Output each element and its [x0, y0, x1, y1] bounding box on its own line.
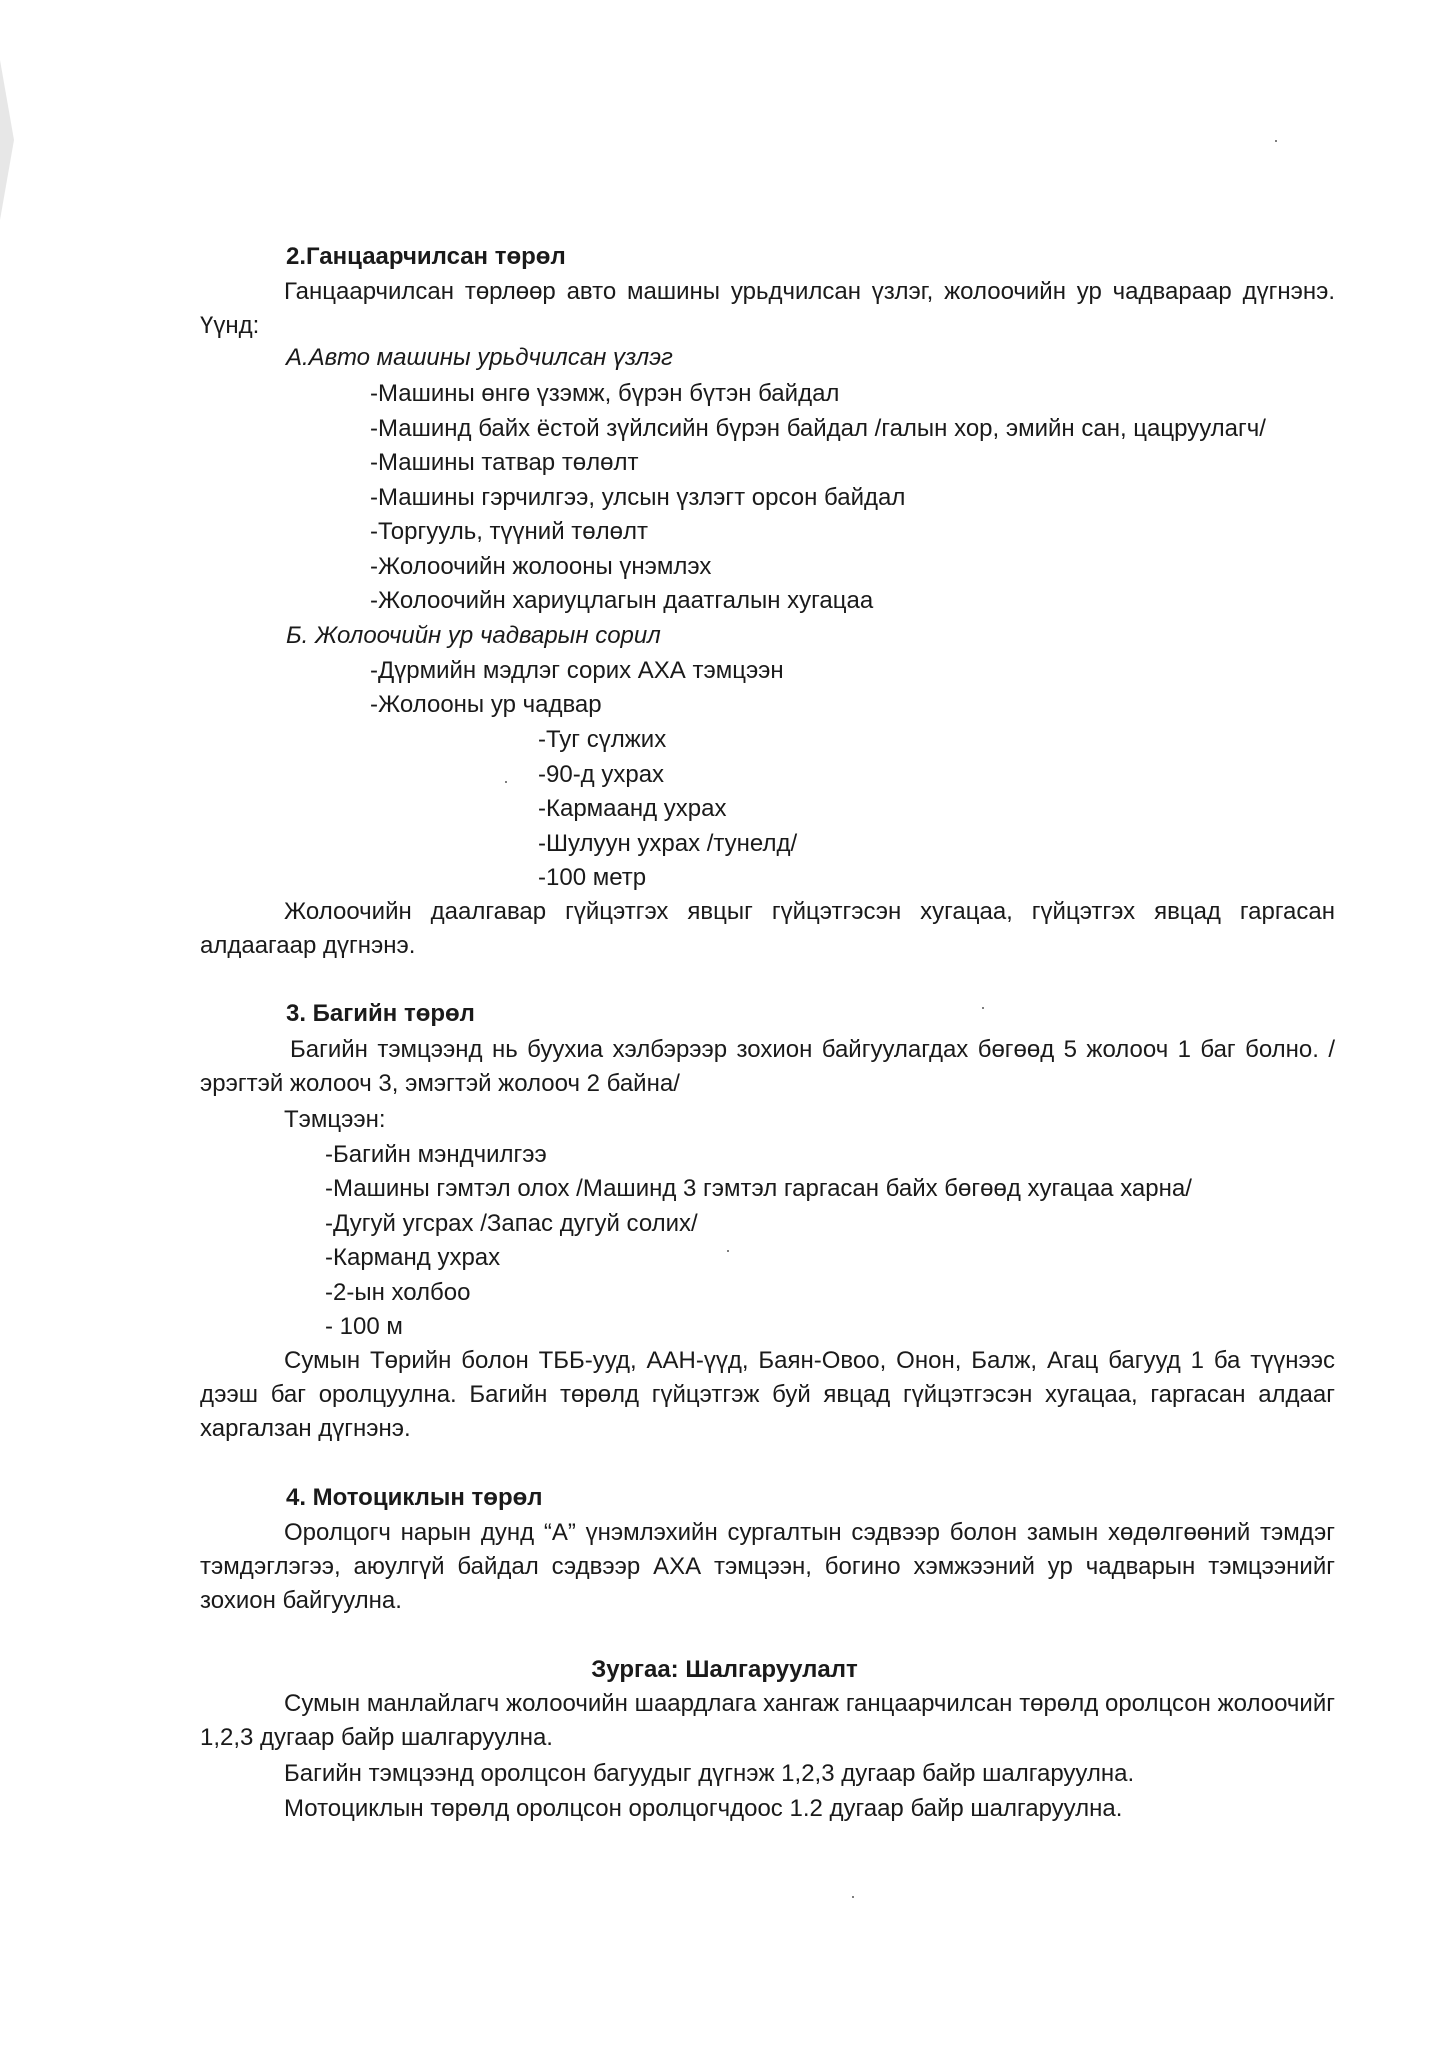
list-item: -Дүрмийн мэдлэг сорих АХА тэмцээн	[370, 657, 784, 684]
list-item: -Жолооны ур чадвар	[370, 691, 602, 718]
section3-intro: Багийн тэмцээнд нь буухиа хэлбэрээр зохион байгуулагдах бөгөөд 5 жолооч 1 баг болно. /эрэгтэй жолооч 3, эмэгтэй жолооч 2 байна/	[200, 1036, 1335, 1097]
sub-list-item: -100 метр	[538, 864, 647, 891]
selection-para1: Сумын манлайлагч жолоочийн шаардлага хангаж ганцаарчилсан төрөлд оролцсон жолоочийг 1,2,3 дугаар байр шалгаруулна.	[200, 1690, 1335, 1751]
selection-heading: Зургаа: Шалгаруулалт	[591, 1656, 858, 1683]
scan-edge-shadow	[0, 60, 14, 220]
section3-label: Тэмцээн:	[284, 1106, 386, 1133]
list-item: -Машинд байх ёстой зүйлсийн бүрэн байдал /галын хор, эмийн сан, цацруулагч/	[370, 415, 1266, 442]
list-item: -Багийн мэндчилгээ	[325, 1141, 547, 1168]
section3-heading: 3. Багийн төрөл	[286, 1000, 475, 1027]
section2-conclusion: Жолоочийн даалгавар гүйцэтгэх явцыг гүйцэтгэсэн хугацаа, гүйцэтгэх явцад гаргасан алдаагаар дүгнэнэ.	[200, 898, 1335, 959]
sub-list-item: -Кармаанд ухрах	[538, 795, 727, 822]
scan-speck	[852, 1896, 854, 1898]
section4-heading: 4. Мотоциклын төрөл	[286, 1484, 543, 1511]
scan-speck	[505, 781, 507, 783]
list-item: -Карманд ухрах	[325, 1244, 501, 1271]
list-item: -Жолоочийн жолооны үнэмлэх	[370, 553, 712, 580]
scan-speck	[727, 1250, 729, 1252]
sub-list-item: -Шулуун ухрах /тунелд/	[538, 830, 798, 857]
list-item: -Дугуй угсрах /Запас дугуй солих/	[325, 1210, 698, 1237]
section2-heading: 2.Ганцаарчилсан төрөл	[286, 243, 566, 270]
selection-para2: Багийн тэмцээнд оролцсон багуудыг дүгнэж 1,2,3 дугаар байр шалгаруулна.	[284, 1760, 1135, 1787]
scan-speck	[1275, 140, 1277, 142]
list-item: -Машины гэрчилгээ, улсын үзлэгт орсон байдал	[370, 484, 906, 511]
list-item: -Машины өнгө үзэмж, бүрэн бүтэн байдал	[370, 380, 840, 407]
section2-subB-title: Б. Жолоочийн ур чадварын сорил	[286, 622, 661, 649]
selection-para3: Мотоциклын төрөлд оролцсон оролцогчдоос 1.2 дугаар байр шалгаруулна.	[284, 1795, 1123, 1822]
scan-speck	[982, 1007, 984, 1009]
sub-list-item: -90-д ухрах	[538, 761, 665, 788]
list-item: -Машины гэмтэл олох /Машинд 3 гэмтэл гаргасан байх бөгөөд хугацаа харна/	[325, 1175, 1192, 1202]
list-item: -Машины татвар төлөлт	[370, 449, 639, 476]
section2-intro: Ганцаарчилсан төрлөөр авто машины урьдчилсан үзлэг, жолоочийн ур чадвараар дүгнэнэ. Үүнд:	[200, 278, 1335, 339]
list-item: -Торгууль, түүний төлөлт	[370, 518, 648, 545]
list-item: -2-ын холбоо	[325, 1279, 471, 1306]
section2-subA-title: А.Авто машины урьдчилсан үзлэг	[286, 344, 673, 371]
section3-conclusion: Сумын Төрийн болон ТББ-ууд, ААН-үүд, Баян-Овоо, Онон, Балж, Агац багууд 1 ба түүнээс дээш баг оролцуулна. Багийн төрөлд гүйцэтгэж буй явцад гүйцэтгэсэн хугацаа, гаргасан алдааг харгалзан дүгнэнэ.	[200, 1347, 1335, 1442]
list-item: - 100 м	[325, 1313, 403, 1340]
section4-body: Оролцогч нарын дунд “А” үнэмлэхийн сургалтын сэдвээр болон замын хөдөлгөөний тэмдэг тэмдэглэгээ, аюулгүй байдал сэдвээр АХА тэмцээн, богино хэмжээний ур чадварын тэмцээнийг зохион байгуулна.	[200, 1519, 1335, 1614]
list-item: -Жолоочийн хариуцлагын даатгалын хугацаа	[370, 587, 874, 614]
sub-list-item: -Туг сүлжих	[538, 726, 667, 753]
